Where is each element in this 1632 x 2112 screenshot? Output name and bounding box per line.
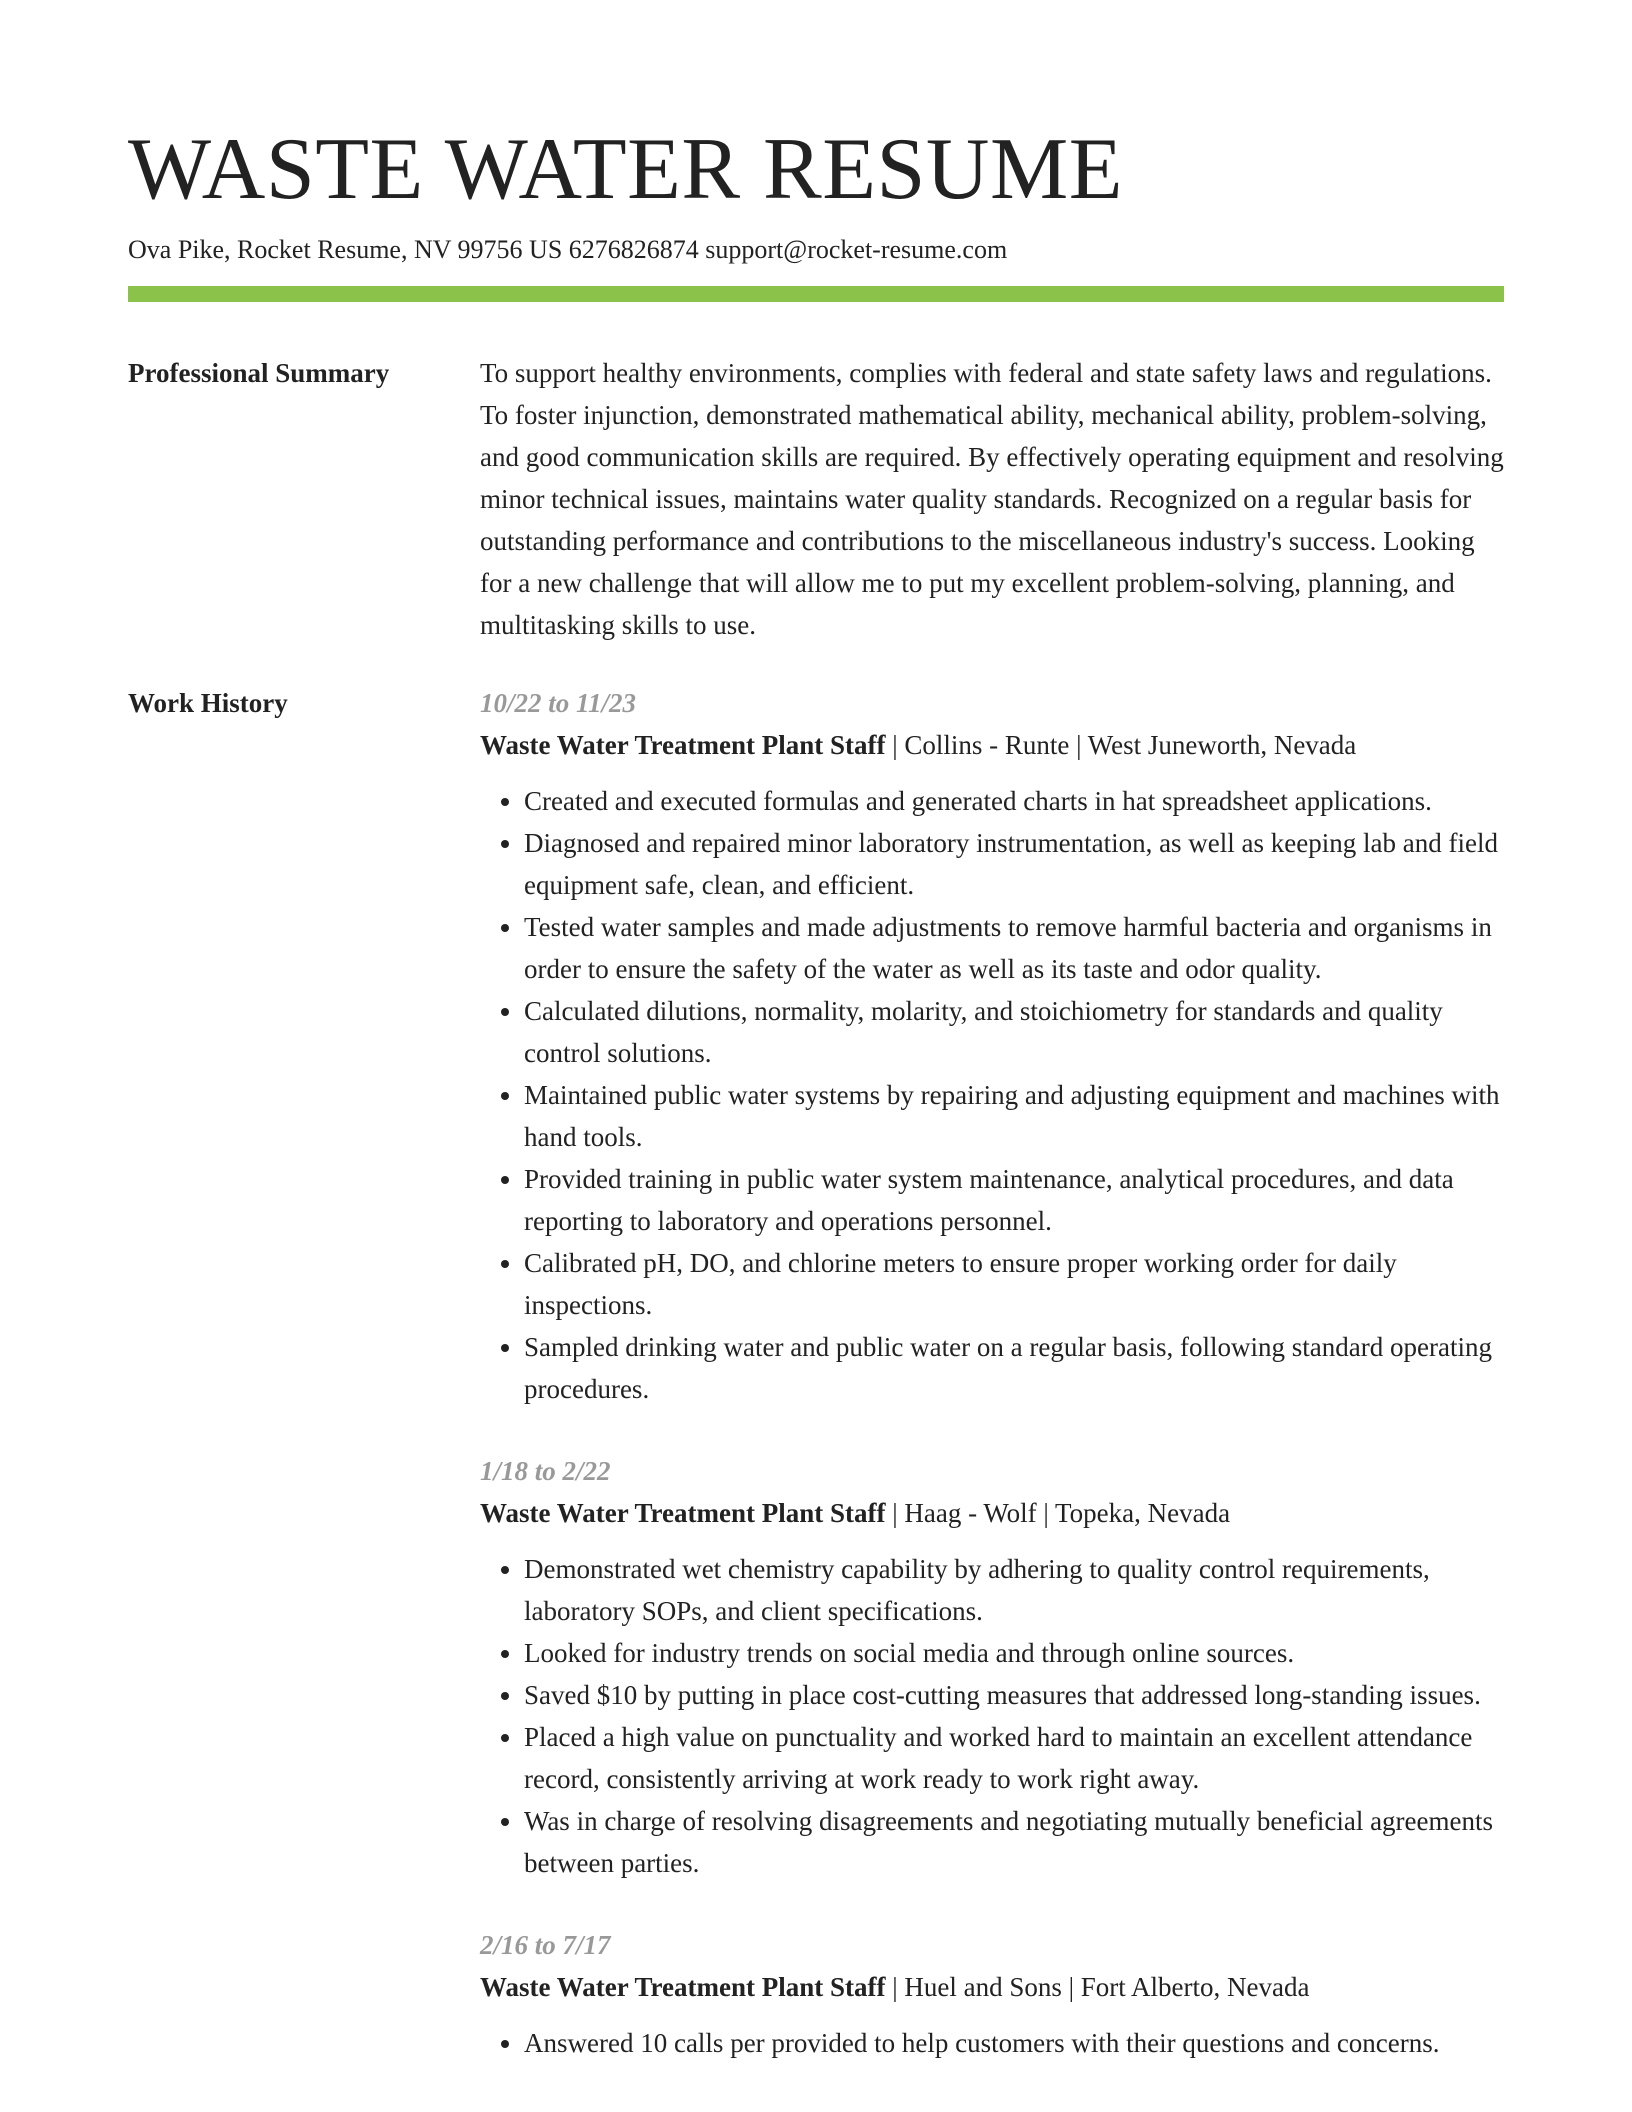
job-heading <box>480 1492 1504 1534</box>
accent-divider <box>128 286 1504 302</box>
job-bullet: • Saved $10 by putting in place cost-cutting measures that addressed long-standing issues. <box>524 1674 1504 1716</box>
job-bullet: • Diagnosed and repaired minor laboratory instrumentation, as well as keeping lab and field equipment safe, clean, and efficient. <box>524 822 1504 906</box>
job-title: Waste Water Treatment Plant Staff <box>480 1498 886 1528</box>
job-bullet: • Provided training in public water system maintenance, analytical procedures, and data reporting to laboratory and operations personnel. <box>524 1158 1504 1242</box>
job-details: | Huel and Sons | Fort Alberto, Nevada <box>885 1972 1310 2002</box>
job-heading <box>480 1966 1504 2008</box>
job-bullet: • Demonstrated wet chemistry capability by adhering to quality control requirements, laboratory SOPs, and client specifications. <box>524 1548 1504 1632</box>
contact-phone: 6276826874 <box>568 235 699 264</box>
job-entry <box>480 682 1504 1410</box>
job-dates: 2/16 to 7/17 <box>480 1930 611 1960</box>
job-bullet: • Placed a high value on punctuality and worked hard to maintain an excellent attendance record, consistently arriving at work ready to work right away. <box>524 1716 1504 1800</box>
contact-email: support@rocket-resume.com <box>705 235 1008 264</box>
job-bullet: • Created and executed formulas and generated charts in hat spreadsheet applications. <box>524 780 1504 822</box>
work-history-heading: Work History <box>128 688 288 718</box>
job-dates: 10/22 to 11/23 <box>480 688 637 718</box>
job-bullets <box>480 2022 1504 2064</box>
job-heading <box>480 724 1504 766</box>
job-title: Waste Water Treatment Plant Staff <box>480 730 886 760</box>
job-bullet: • Sampled drinking water and public water on a regular basis, following standard operating procedures. <box>524 1326 1504 1410</box>
job-bullets <box>480 780 1504 1410</box>
job-bullet: • Tested water samples and made adjustments to remove harmful bacteria and organisms in order to ensure the safety of the water as well as its taste and odor quality. <box>524 906 1504 990</box>
job-dates: 1/18 to 2/22 <box>480 1456 611 1486</box>
job-bullet: • Looked for industry trends on social media and through online sources. <box>524 1632 1504 1674</box>
summary-text: To support healthy environments, complies with federal and state safety laws and regulations. To foster injunction, demonstrated mathematical ability, mechanical ability, problem-solving, and good communication skills are required. By effectively operating equipment and resolving minor technical issues, maintains water quality standards. Recognized on a regular basis for outstanding performance and contributions to the miscellaneous industry's success. Looking for a new challenge that will allow me to put my excellent problem-solving, planning, and multitasking skills to use. <box>480 358 1504 640</box>
work-history-body <box>480 682 1504 2104</box>
job-bullet: • Was in charge of resolving disagreements and negotiating mutually beneficial agreements between parties. <box>524 1800 1504 1884</box>
summary-body <box>480 352 1504 646</box>
job-details: | Haag - Wolf | Topeka, Nevada <box>885 1498 1231 1528</box>
job-bullet: • Answered 10 calls per provided to help customers with their questions and concerns. <box>524 2022 1504 2064</box>
resume-title: WASTE WATER RESUME <box>128 121 1123 218</box>
resume-page <box>128 120 1504 2104</box>
contact-line <box>128 232 1504 268</box>
job-bullets <box>480 1548 1504 1884</box>
job-bullet: • Calibrated pH, DO, and chlorine meters to ensure proper working order for daily inspections. <box>524 1242 1504 1326</box>
contact-location: Rocket Resume, NV 99756 US <box>237 235 563 264</box>
contact-name: Ova Pike, <box>128 235 231 264</box>
job-bullet: • Maintained public water systems by repairing and adjusting equipment and machines with hand tools. <box>524 1074 1504 1158</box>
summary-section <box>128 352 1504 646</box>
job-entry <box>480 1924 1504 2064</box>
summary-heading: Professional Summary <box>128 358 390 388</box>
job-title: Waste Water Treatment Plant Staff <box>480 1972 886 2002</box>
job-entry <box>480 1450 1504 1884</box>
work-history-section <box>128 682 1504 2104</box>
job-details: | Collins - Runte | West Juneworth, Nevada <box>885 730 1357 760</box>
job-bullet: • Calculated dilutions, normality, molarity, and stoichiometry for standards and quality control solutions. <box>524 990 1504 1074</box>
